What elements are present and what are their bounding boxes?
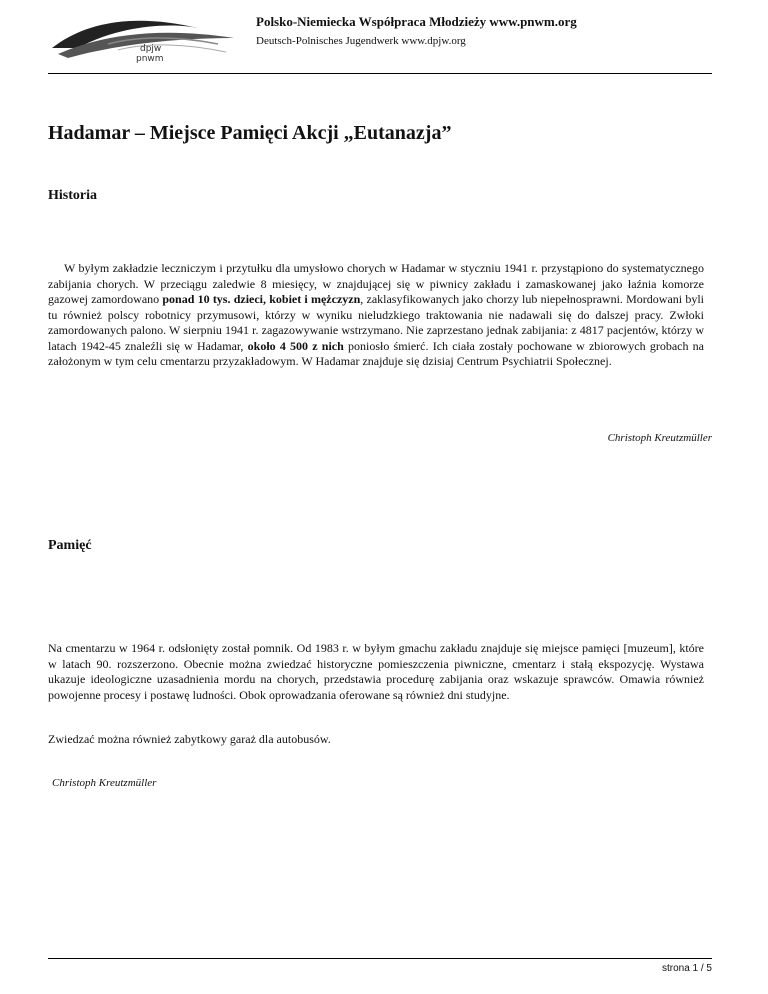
page-title: Hadamar – Miejsce Pamięci Akcji „Eutanazja” xyxy=(48,122,452,144)
pamiec-paragraph-2: Zwiedzać można również zabytkowy garaż dla autobusów. xyxy=(48,732,331,746)
historia-author: Christoph Kreutzmüller xyxy=(607,432,712,444)
logo-text xyxy=(136,44,164,64)
historia-paragraph xyxy=(48,261,704,370)
footer-rule xyxy=(48,958,712,959)
header-rule xyxy=(48,73,712,74)
historia-text-e: poniosło śmierć. Ich ciała zostały pochowane w zbiorowych grobach na założonym w tym celu cmentarzu przyzakładowym. W Hadamar znajduje się dzisiaj Centrum Psychiatrii Społecznej. xyxy=(48,338,704,368)
historia-text-c: , zaklasyfikowanych jako chorzy lub niepełnosprawni. Mordowani byli tu również polscy robotnicy przymusowi, którzy w wyniku nieludzkiego traktowania nie nadawali się do dalszej pracy. Zwłoki zamordowanych palono. W sierpniu 1941 r. zagazowywanie wstrzymano. Nie zaprzestano jednak zabijania: z 4817 pacjentów, którzy w latach 1942-45 znaleźli się w Hadamar, xyxy=(48,292,704,353)
pamiec-paragraph-1: Na cmentarzu w 1964 r. odsłonięty został pomnik. Od 1983 r. w byłym gmachu zakładu znajduje się miejsce pamięci [muzeum], które w latach 90. rozszerzono. Obecnie można zwiedzać historyczne pomieszczenia piwniczne, cmentarz i stałą ekspozycję. Wystawa ukazuje ideologiczne uzasadnienia mordu na chorych, przedstawia procedurę zabijania oraz wskazuje sprawców. Omawia również powojenne procesy i postawę ludności. Obok oprowadzania oferowane są również dni studyjne. xyxy=(48,641,704,702)
logo-text-line2: pnwm xyxy=(136,54,164,64)
historia-text-d: około 4 500 z nich xyxy=(247,338,344,353)
historia-text-b: ponad 10 tys. dzieci, kobiet i mężczyzn xyxy=(162,292,361,306)
page-number: strona 1 / 5 xyxy=(661,963,712,974)
section-heading-historia: Historia xyxy=(48,188,97,203)
section-heading-pamiec: Pamięć xyxy=(48,538,92,553)
pamiec-author: Christoph Kreutzmüller xyxy=(52,777,157,789)
historia-text-a: W byłym zakładzie leczniczym i przytułku dla umysłowo chorych w Hadamar w styczniu 1941 r. przystąpiono do systematycznego zabijania chorych. W przeciągu zaledwie 8 miesięcy, w znajdującej się w piwnicy zakładu i zamaskowanej jako łaźnia komorze gazowej zamordowano xyxy=(48,261,704,306)
logo-text-line1: dpjw xyxy=(140,44,162,54)
page-header xyxy=(0,0,768,74)
header-line-pnwm: Polsko-Niemiecka Współpraca Młodzieży www.pnwm.org xyxy=(256,14,577,29)
header-line-dpjw: Deutsch-Polnisches Jugendwerk www.dpjw.org xyxy=(256,35,466,47)
